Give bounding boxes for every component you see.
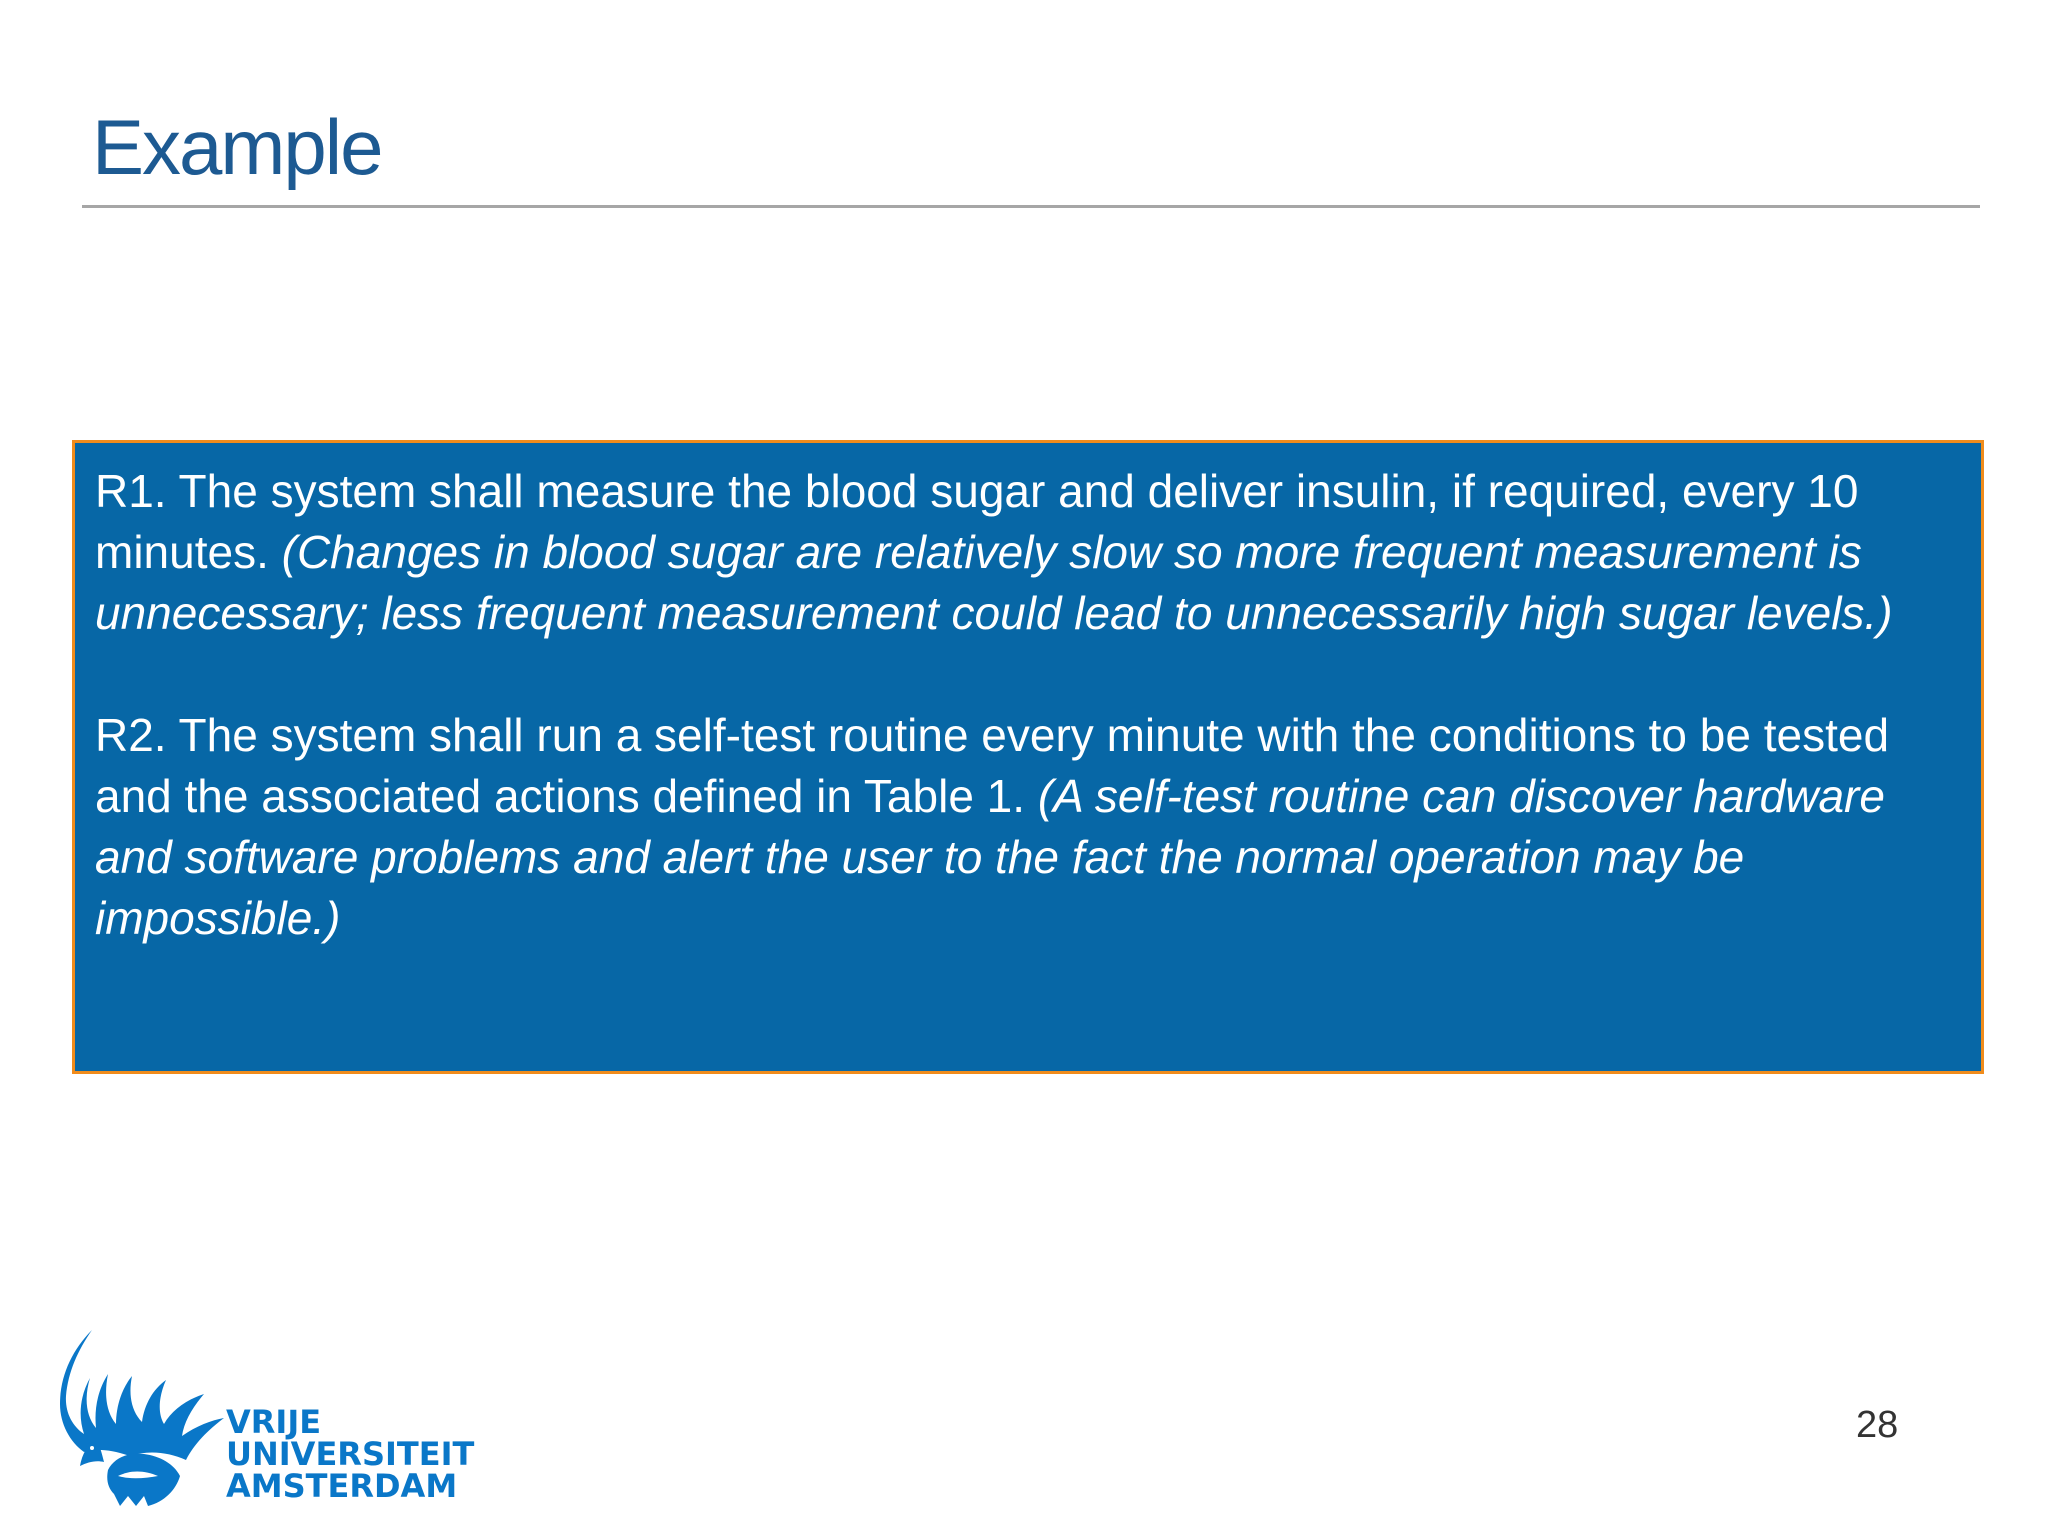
requirement-r2-text: R2. The system shall run a self-test routine every minute with the conditions to be tested and the associated actions defined in Table 1. (95, 709, 1890, 822)
requirement-r2-rationale: (A self-test routine can discover hardware and software problems and alert the user to the fact the normal operation may be impossible.) (95, 770, 1885, 944)
title-divider (82, 205, 1980, 208)
logo-line-1: VRIJE (226, 1403, 322, 1441)
requirement-r2 (95, 705, 1961, 949)
university-logo (48, 1320, 475, 1510)
page-number: 28 (1856, 1404, 1899, 1446)
requirements-box (72, 440, 1984, 1074)
slide-title: Example (92, 103, 382, 191)
logo-line-3: AMSTERDAM (226, 1467, 458, 1505)
requirement-r1-rationale: (Changes in blood sugar are relatively slow so more frequent measurement is unnecessary; less frequent measurement could lead to unnecessarily high sugar levels.) (95, 526, 1893, 639)
logo-wordmark (226, 1403, 475, 1505)
requirement-r1 (95, 461, 1961, 644)
logo-line-2: UNIVERSITEIT (226, 1435, 475, 1473)
griffin-icon (48, 1320, 228, 1510)
requirement-r1-text: R1. The system shall measure the blood sugar and deliver insulin, if required, every 10 minutes. (95, 465, 1859, 578)
